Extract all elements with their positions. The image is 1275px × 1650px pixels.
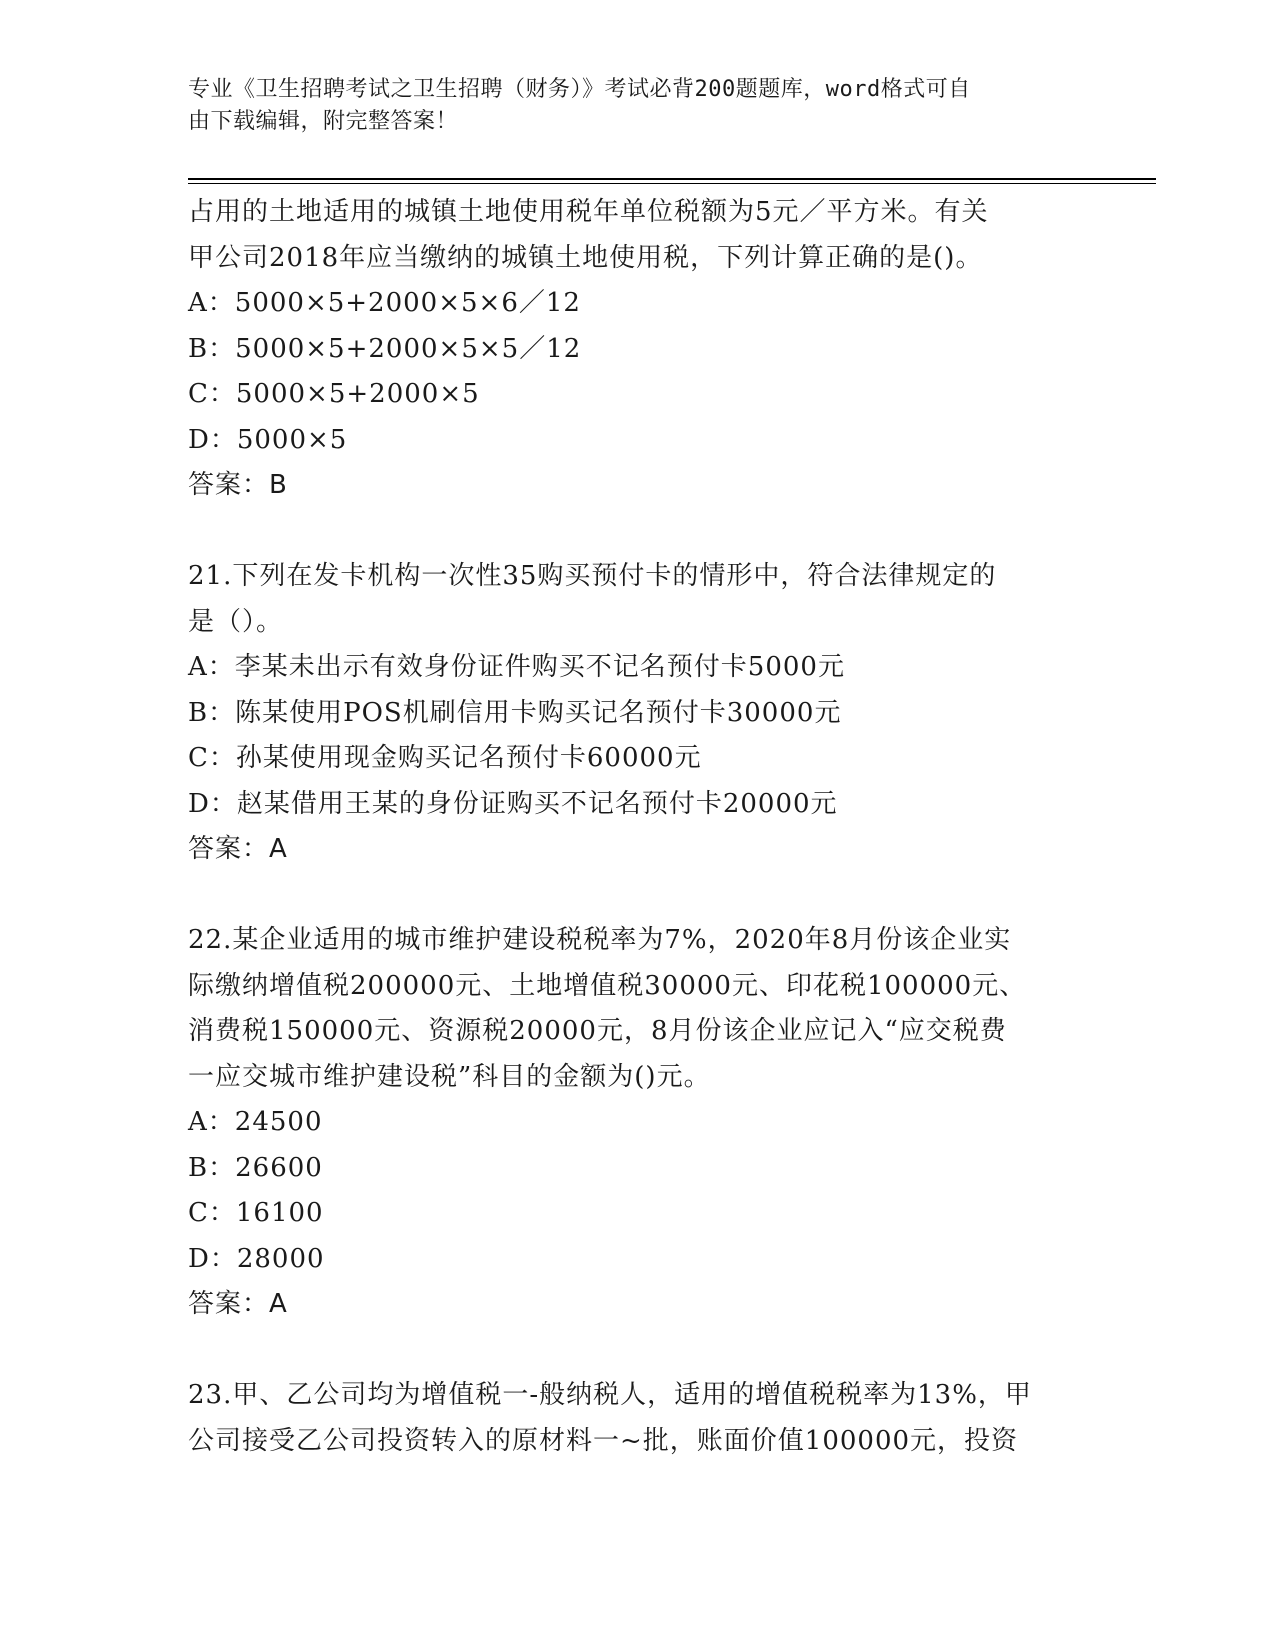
option-d: D：赵某借用王某的身份证购买不记名预付卡20000元 [188,788,838,819]
option-c: C：16100 [188,1198,324,1228]
answer: 答案：A [188,1289,288,1319]
option-b: B：26600 [188,1152,323,1183]
header-line-2: 由下载编辑，附完整答案！ [188,109,459,134]
answer: 答案：A [188,834,288,864]
question-text: 公司接受乙公司投资转入的原材料一~批，账面价值100000元，投资 [188,1425,1019,1456]
option-b: B：5000×5+2000×5×5／12 [188,333,582,364]
question-text: 占用的土地适用的城镇土地使用税年单位税额为5元／平方米。有关 [188,197,989,227]
question-text: 际缴纳增值税200000元、土地增值税30000元、印花税100000元、 [188,970,1027,1001]
spacer [188,509,1088,555]
option-a: A：李某未出示有效身份证件购买不记名预付卡5000元 [188,652,845,682]
question-text: 甲公司2018年应当缴纳的城镇土地使用税，下列计算正确的是()。 [188,242,983,273]
option-c: C：孙某使用现金购买记名预付卡60000元 [188,743,702,773]
question-22 [188,918,1088,1328]
option-b: B：陈某使用POS机刷信用卡购买记名预付卡30000元 [188,697,842,728]
question-text: 消费税150000元、资源税20000元，8月份该企业应记入“应交税费 [188,1016,1007,1046]
option-d: D：5000×5 [188,424,348,455]
question-21 [188,554,1088,873]
question-23 [188,1373,1088,1464]
option-d: D：28000 [188,1243,325,1274]
header-divider-thin [188,183,1156,184]
question-text: 22.某企业适用的城市维护建设税税率为7%，2020年8月份该企业实 [188,925,1012,955]
question-text: 一应交城市维护建设税”科目的金额为()元。 [188,1061,711,1092]
option-a: A：5000×5+2000×5×6／12 [188,288,581,318]
option-a: A：24500 [188,1107,323,1137]
answer: 答案：B [188,470,288,500]
spacer [188,873,1088,919]
question-text: 23.甲、乙公司均为增值税一-般纳税人，适用的增值税税率为13%，甲 [188,1380,1032,1410]
spacer [188,1328,1088,1374]
question-list [188,190,1088,1464]
header-divider-thick [188,178,1156,180]
option-c: C：5000×5+2000×5 [188,379,480,409]
question-text: 是（）。 [188,606,284,637]
question-20-continued [188,190,1088,509]
question-text: 21.下列在发卡机构一次性35购买预付卡的情形中，符合法律规定的 [188,561,997,591]
document-header [188,74,1088,138]
header-line-1: 专业《卫生招聘考试之卫生招聘（财务）》考试必背200题题库，word格式可自 [188,77,971,102]
